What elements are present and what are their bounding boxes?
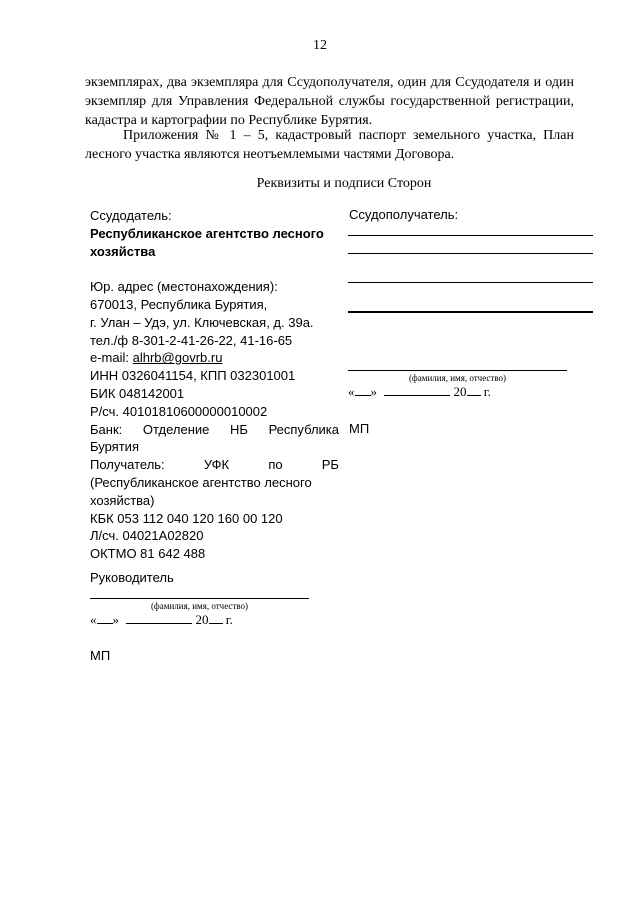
month-blank bbox=[384, 395, 450, 396]
lender-ls: Л/сч. 04021А02820 bbox=[90, 528, 204, 544]
lender-bik: БИК 048142001 bbox=[90, 385, 185, 401]
borrower-label: Ссудополучатель: bbox=[349, 207, 459, 222]
lender-recipient-line-3: хозяйства) bbox=[90, 492, 155, 508]
lender-name-line-2: хозяйства bbox=[90, 243, 156, 259]
lender-signature-line bbox=[90, 598, 309, 599]
lender-bank-line-2: Бурятия bbox=[90, 439, 139, 455]
year-prefix: 20 bbox=[195, 612, 209, 627]
lender-date-line bbox=[90, 612, 233, 628]
borrower-blank-line bbox=[348, 235, 593, 236]
recipient-word: Получатель: bbox=[90, 457, 165, 473]
recipient-word: по bbox=[268, 457, 283, 473]
quote-open: « bbox=[90, 612, 97, 627]
body-paragraph-1: экземплярах, два экземпляра для Ссудополучателя, один для Ссудодателя и один экземпляр для Управления Федеральной службы государственной регистрации, кадастра и картографии по Республике Бурятия. bbox=[85, 75, 574, 128]
section-heading: Реквизиты и подписи Сторон bbox=[256, 176, 432, 191]
year-prefix: 20 bbox=[453, 384, 467, 399]
lender-address-1: 670013, Республика Бурятия, bbox=[90, 296, 268, 312]
lender-recipient-line bbox=[90, 456, 339, 474]
lender-account: Р/сч. 40101810600000010002 bbox=[90, 403, 268, 419]
year-suffix: г. bbox=[480, 384, 491, 399]
year-blank bbox=[209, 623, 223, 624]
lender-signature-caption: (фамилия, имя, отчество) bbox=[150, 601, 249, 611]
page-number: 12 bbox=[313, 38, 327, 53]
borrower-date-line bbox=[348, 384, 491, 400]
body-paragraph-2: Приложения № 1 – 5, кадастровый паспорт земельного участка, План лесного участка являются неотъемлемыми частями Договора. bbox=[85, 128, 574, 162]
bank-word: Республика bbox=[268, 421, 339, 437]
lender-bank-line bbox=[90, 421, 339, 439]
lender-head-label: Руководитель bbox=[90, 570, 174, 585]
lender-address-2: г. Улан – Удэ, ул. Ключевская, д. 39а. bbox=[90, 314, 314, 330]
lender-email-link[interactable]: alhrb@govrb.ru bbox=[132, 350, 223, 366]
bank-word: Банк: bbox=[90, 421, 123, 437]
borrower-blank-line bbox=[348, 311, 593, 313]
year-suffix: г. bbox=[222, 612, 233, 627]
lender-address-label: Юр. адрес (местонахождения): bbox=[90, 279, 278, 295]
recipient-word: УФК bbox=[203, 457, 230, 473]
lender-inn: ИНН 0326041154, КПП 032301001 bbox=[90, 368, 296, 384]
lender-recipient-line-2: (Республиканское агентство лесного bbox=[90, 474, 312, 490]
recipient-word: РБ bbox=[321, 457, 339, 473]
borrower-blank-line bbox=[348, 282, 593, 283]
bank-word: НБ bbox=[230, 421, 248, 437]
borrower-stamp: МП bbox=[349, 421, 370, 436]
lender-label: Ссудодатель: bbox=[90, 208, 172, 223]
day-blank bbox=[97, 623, 113, 624]
borrower-signature-line bbox=[348, 370, 567, 371]
lender-oktmo: ОКТМО 81 642 488 bbox=[90, 546, 206, 562]
quote-close: » bbox=[370, 384, 377, 399]
bank-word: Отделение bbox=[142, 421, 210, 437]
day-blank bbox=[355, 395, 371, 396]
month-blank bbox=[126, 623, 192, 624]
lender-kbk: КБК 053 112 040 120 160 00 120 bbox=[90, 510, 283, 526]
lender-phone: тел./ф 8-301-2-41-26-22, 41-16-65 bbox=[90, 332, 293, 348]
lender-block bbox=[90, 207, 339, 563]
year-blank bbox=[467, 395, 481, 396]
email-prefix: e-mail: bbox=[90, 350, 133, 366]
quote-close: » bbox=[112, 612, 119, 627]
lender-name-line-1: Республиканское агентство лесного bbox=[90, 225, 324, 241]
lender-email-line bbox=[90, 349, 339, 367]
lender-stamp: МП bbox=[90, 648, 111, 663]
borrower-signature-caption: (фамилия, имя, отчество) bbox=[408, 373, 507, 383]
borrower-blank-line bbox=[348, 253, 593, 254]
quote-open: « bbox=[348, 384, 355, 399]
